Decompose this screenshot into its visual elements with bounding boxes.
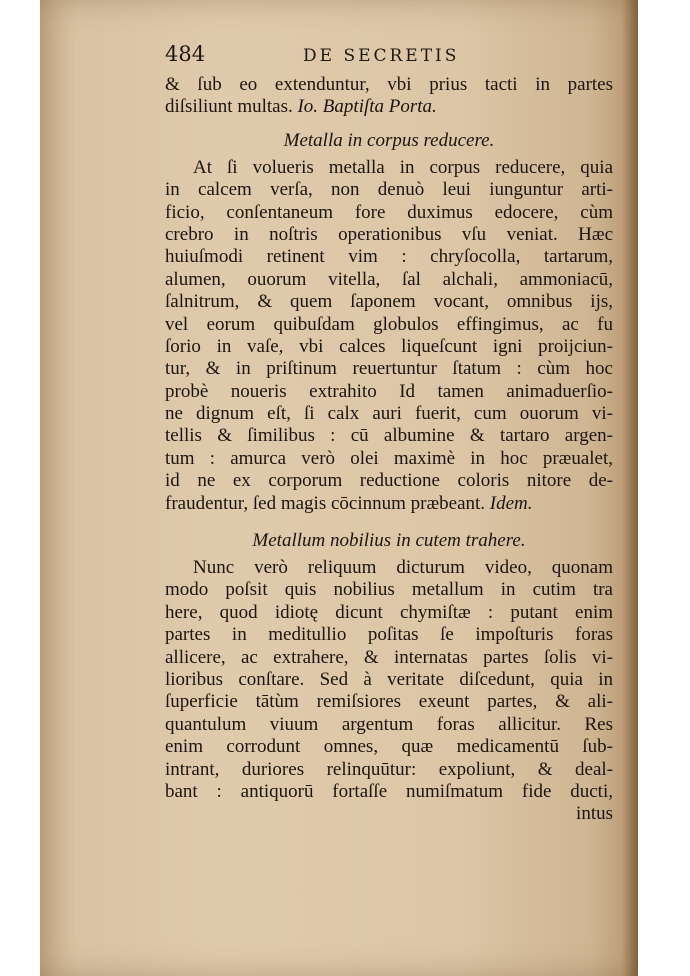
- page-header: [165, 40, 615, 74]
- text-fragment: diſsiliunt multas.: [165, 96, 293, 118]
- running-title: DE SECRETIS: [303, 46, 460, 66]
- text-line: At ſi volueris metalla in corpus reducere, quia: [193, 156, 613, 178]
- page-number: 484: [165, 42, 206, 66]
- text-line: ne dignum eſt, ſi calx auri fuerit, cum ouorum vi-: [165, 403, 613, 425]
- section-heading-1: Metalla in corpus reducere.: [283, 129, 495, 151]
- text-line: tellis & ſimilibus : cū albumine & tartaro argen-: [165, 425, 613, 447]
- text-line: tur, & in priſtinum reuertuntur ſtatum : cùm hoc: [165, 358, 613, 380]
- text-line: crebro in noſtris operationibus vſu veniat. Hæc: [165, 223, 613, 245]
- text-line: probè noueris extrahito Id tamen animaduerſio-: [165, 380, 613, 402]
- text-line: allicere, ac extrahere, & internatas partes ſolis vi-: [165, 646, 613, 668]
- text-line: intrant, duriores relinquūtur: expoliunt, & deal-: [165, 758, 613, 780]
- attribution: Io. Baptiſta Porta.: [297, 96, 437, 118]
- text-block: [165, 74, 613, 826]
- text-line: ficio, conſentaneum fore duximus edocere, cùm: [165, 201, 613, 223]
- text-line: partes in meditullio poſitas ſe impoſturis foras: [165, 624, 613, 646]
- catchword: intus: [576, 803, 613, 825]
- text-line: huiuſmodi retinent vim : chryſocolla, tartarum,: [165, 246, 613, 268]
- text-line: ſorio in vaſe, vbi calces liqueſcunt igni proijciun-: [165, 335, 613, 357]
- text-line: enim corrodunt omnes, quæ medicamentū ſub-: [165, 736, 613, 758]
- page-gutter-shadow: [622, 0, 638, 976]
- attribution: Idem.: [489, 492, 533, 514]
- text-line: alumen, ouorum vitella, ſal alchali, ammoniacū,: [165, 268, 613, 290]
- text-line: bant : antiquorū fortaſſe numiſmatum fide ducti,: [165, 780, 613, 802]
- section-heading-2: Metallum nobilius in cutem trahere.: [252, 530, 526, 552]
- text-line: ſalnitrum, & quem ſaponem vocant, omnibus ijs,: [165, 291, 613, 313]
- text-fragment: fraudentur, ſed magis cōcinnum præbeant.: [165, 492, 486, 514]
- text-line: vel eorum quibuſdam globulos effingimus, ac fu: [165, 313, 613, 335]
- text-line: tum : amurca verò olei maximè in hoc præualet,: [165, 447, 613, 469]
- text-line: [165, 493, 613, 515]
- text-line: lioribus conſtare. Sed à veritate diſcedunt, quia in: [165, 668, 613, 690]
- text-line: here, quod idiotę dicunt chymiſtæ : putant enim: [165, 601, 613, 623]
- text-line: & ſub eo extenduntur, vbi prius tacti in partes: [165, 74, 613, 95]
- text-line: ſuperficie tātùm remiſsiores exeunt partes, & ali-: [165, 691, 613, 713]
- text-line: id ne ex corporum reductione coloris nitore de-: [165, 470, 613, 492]
- text-line: [165, 96, 613, 118]
- text-line: modo poſsit quis nobilius metallum in cutim tra: [165, 579, 613, 601]
- text-line: Nunc verò reliquum dicturum video, quonam: [193, 557, 613, 579]
- text-line: quantulum viuum argentum foras allicitur. Res: [165, 713, 613, 735]
- text-line: in calcem verſa, non denuò leui iunguntur arti-: [165, 179, 613, 201]
